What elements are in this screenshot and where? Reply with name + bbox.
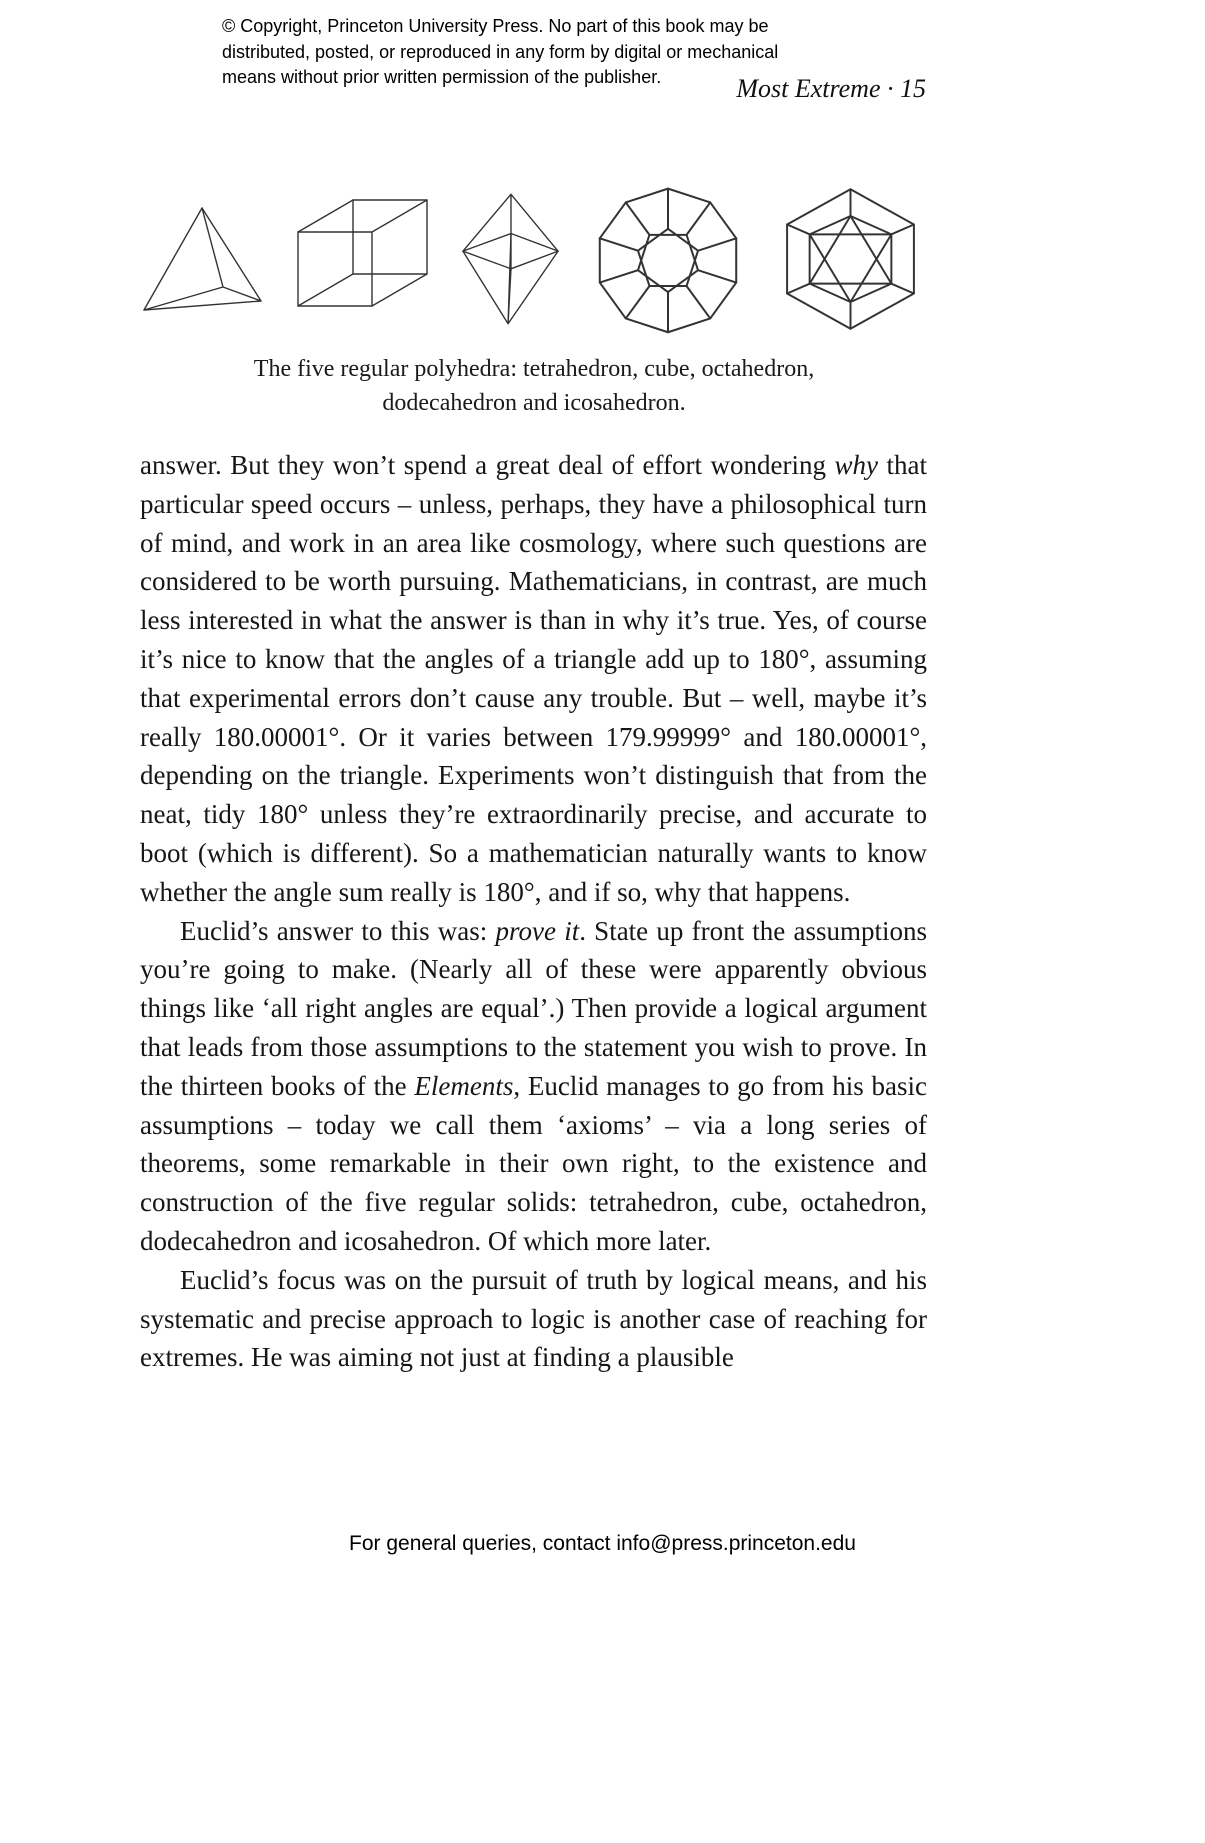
- copyright-line: means without prior written permission of the publisher.: [222, 67, 662, 87]
- body-paragraph: [140, 912, 927, 1261]
- caption-line: dodecahedron and icosahedron.: [382, 390, 686, 416]
- figure-caption: [140, 352, 928, 420]
- text-run: that particular speed occurs – unless, perhaps, they have a philosophical turn of mind, and work in an area like cosmology, where such questions are considered to be worth pursuing. Mathematicians, in contrast, are much less interested in what the answer is than in why it’s true. Yes, of course it’s nice to know that the angles of a triangle add up to 180°, assuming that experimental errors don’t cause any trouble. But – well, maybe it’s really 180.00001°. Or it varies between 179.99999° and 180.00001°, depending on the triangle. Experiments won’t distinguish that from the neat, tidy 180° unless they’re extraordinarily precise, and accurate to boot (which is different). So a mathematician naturally wants to know whether the angle sum really is 180°, and if so, why that happens.: [140, 450, 927, 907]
- body-text: [140, 446, 927, 1377]
- polyhedra-figure: [140, 168, 928, 350]
- italic-run: Elements: [414, 1070, 514, 1101]
- copyright-line: distributed, posted, or reproduced in any form by digital or mechanical: [222, 41, 779, 62]
- footer-contact: For general queries, contact info@press.princeton.edu: [349, 1532, 856, 1555]
- text-run: Euclid’s focus was on the pursuit of truth by logical means, and his systematic and precise approach to logic is another case of reaching for extremes. He was aiming not just at finding a plausible: [140, 1264, 927, 1373]
- copyright-line: © Copyright, Princeton University Press. No part of this book may be: [222, 16, 769, 36]
- text-run: answer. But they won’t spend a great deal of effort wondering: [140, 450, 835, 480]
- body-paragraph: [140, 446, 927, 912]
- running-head: Most Extreme · 15: [736, 74, 926, 103]
- tetrahedron-drawing: [140, 204, 266, 314]
- icosahedron-drawing: [773, 185, 928, 333]
- text-run: . State up front the assumptions you’re going to make. (Nearly all of these were apparently obvious things like ‘all right angles are equal’.) Then provide a logical argument that leads from those assumptions to the statement you wish to prove. In the thirteen books of the: [140, 915, 927, 1101]
- octahedron-drawing: [459, 190, 562, 328]
- caption-line: The five regular polyhedra: tetrahedron, cube, octahedron,: [253, 356, 815, 382]
- cube-drawing: [293, 192, 433, 327]
- text-run: Euclid’s answer to this was:: [180, 915, 496, 946]
- body-paragraph: [140, 1261, 927, 1377]
- italic-run: why: [834, 450, 878, 480]
- italic-run: prove it: [495, 915, 580, 946]
- dodecahedron-drawing: [589, 180, 747, 338]
- text-run: , Euclid manages to go from his basic assumptions – today we call them ‘axioms’ – via a long series of theorems, some remarkable in their own right, to the existence and construction of the five regular solids: tetrahedron, cube, octahedron, dodecahedron and icosahedron. Of which more later.: [140, 1070, 927, 1256]
